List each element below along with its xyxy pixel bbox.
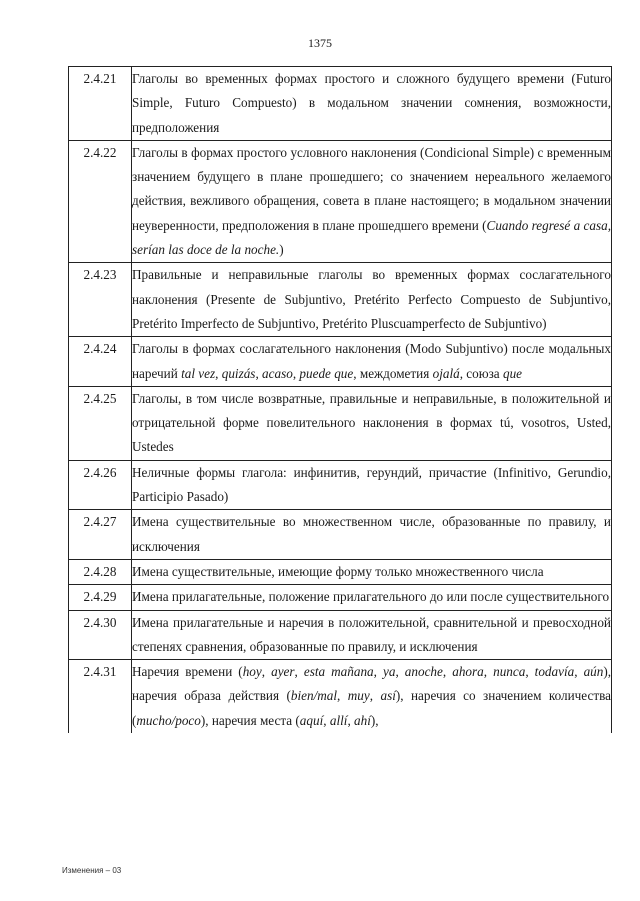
section-number: 2.4.29 bbox=[69, 585, 132, 610]
section-description bbox=[132, 460, 612, 510]
section-description bbox=[132, 140, 612, 262]
example-italic-text: mucho/poco bbox=[136, 712, 201, 728]
table-row bbox=[69, 263, 612, 337]
description-text: , bbox=[294, 664, 304, 680]
example-italic-text: ojalá bbox=[432, 365, 460, 381]
section-description bbox=[132, 337, 612, 387]
description-text: Наречия времени ( bbox=[132, 664, 243, 680]
table-row bbox=[69, 337, 612, 387]
example-italic-text: nunca bbox=[493, 664, 526, 680]
section-description bbox=[132, 660, 612, 733]
table-row bbox=[69, 460, 612, 510]
description-text: Глаголы в формах сослагательного наклонения (Modo Subjuntivo) после модальных наречий bbox=[132, 341, 611, 381]
description-text: , bbox=[525, 664, 535, 680]
section-description bbox=[132, 67, 612, 141]
example-italic-text: todavía bbox=[534, 664, 575, 680]
description-text: ), наречия места ( bbox=[200, 712, 300, 728]
section-number: 2.4.23 bbox=[69, 263, 132, 337]
description-text: Имена существительные во множественном числе, образованные по правилу, и исключения bbox=[132, 514, 611, 554]
description-text: , bbox=[215, 365, 222, 381]
table-row bbox=[69, 140, 612, 262]
description-text: Глаголы в формах простого условного наклонения (Condicional Simple) с временным значением будущего в плане прошедшего; со значением нереального желаемого действия, вежливого обращения, совета в плане настоящего; в модальном значении неуверенности, предположения в плане прошедшего времени ( bbox=[132, 144, 611, 233]
section-number: 2.4.26 bbox=[69, 460, 132, 510]
example-italic-text: ahora bbox=[452, 664, 484, 680]
example-italic-text: allí bbox=[329, 712, 348, 728]
description-text: Глаголы, в том числе возвратные, правильные и неправильные, в положительной и отрицательной форме повелительного наклонения в формах tú, vosotros, Usted, Ustedes bbox=[132, 390, 611, 455]
description-text: ), bbox=[370, 712, 379, 728]
table-row bbox=[69, 585, 612, 610]
section-number: 2.4.28 bbox=[69, 559, 132, 584]
description-text: Правильные и неправильные глаголы во временных формах сослагательного наклонения (Presente de Subjuntivo, Pretérito Perfecto Compuesto de Subjuntivo, Pretérito Imperfecto de Subjuntivo, Pretérito Pluscuamperfecto de Subjuntivo) bbox=[132, 267, 611, 331]
section-description bbox=[132, 559, 612, 584]
example-italic-text: quizás bbox=[221, 365, 256, 381]
table-row bbox=[69, 386, 612, 460]
description-text: ), наречия со значением количества ( bbox=[132, 688, 612, 728]
curriculum-table bbox=[68, 66, 612, 733]
description-text: , союза bbox=[459, 365, 503, 381]
example-italic-text: que bbox=[502, 365, 523, 381]
example-italic-text: tal vez bbox=[181, 365, 216, 381]
description-text: Имена прилагательные, положение прилагательного до или после существительного bbox=[132, 589, 610, 605]
section-number: 2.4.30 bbox=[69, 610, 132, 660]
example-italic-text: ahí bbox=[354, 712, 371, 728]
description-text: Неличные формы глагола: инфинитив, герундий, причастие (Infinitivo, Gerundio, Participio Pasado) bbox=[132, 464, 611, 505]
description-text: , bbox=[347, 712, 355, 728]
description-text: ) bbox=[279, 242, 284, 258]
example-italic-text: puede que bbox=[299, 365, 354, 381]
description-text: , bbox=[395, 664, 405, 680]
example-italic-text: ayer bbox=[271, 664, 295, 680]
example-italic-text: aquí bbox=[299, 712, 324, 728]
footer-revision-note: Изменения – 03 bbox=[62, 866, 122, 875]
section-description bbox=[132, 510, 612, 560]
description-text: , bbox=[261, 664, 272, 680]
description-text: , bbox=[369, 688, 381, 704]
description-text: , bbox=[337, 688, 348, 704]
example-italic-text: muy bbox=[347, 688, 370, 704]
description-text: Имена прилагательные и наречия в положительной, сравнительной и превосходной степенях сравнения, образованные по правилу, и исключения bbox=[132, 614, 611, 654]
description-text: , bbox=[255, 365, 263, 381]
example-italic-text: Cuando regresé a casa, serían las doce de la noche. bbox=[132, 217, 611, 258]
example-italic-text: anoche bbox=[404, 664, 443, 680]
section-number: 2.4.27 bbox=[69, 510, 132, 560]
example-italic-text: bien/mal bbox=[290, 688, 338, 704]
section-number: 2.4.22 bbox=[69, 140, 132, 262]
section-number: 2.4.31 bbox=[69, 660, 132, 733]
page-number: 1375 bbox=[308, 36, 332, 50]
table-row bbox=[69, 610, 612, 660]
section-number: 2.4.21 bbox=[69, 67, 132, 141]
section-number: 2.4.25 bbox=[69, 386, 132, 460]
table-row bbox=[69, 559, 612, 584]
example-italic-text: así bbox=[380, 688, 396, 704]
description-text: Имена существительные, имеющие форму только множественного числа bbox=[132, 563, 544, 579]
example-italic-text: aún bbox=[583, 664, 604, 680]
description-text: , междометия bbox=[353, 365, 433, 381]
table-body bbox=[69, 67, 612, 734]
description-text: , bbox=[574, 664, 584, 680]
section-number: 2.4.24 bbox=[69, 337, 132, 387]
table-row bbox=[69, 67, 612, 141]
example-italic-text: esta mañana bbox=[303, 664, 374, 680]
example-italic-text: acaso bbox=[262, 365, 293, 381]
description-text: , bbox=[373, 664, 383, 680]
example-italic-text: hoy bbox=[242, 664, 262, 680]
description-text: , bbox=[323, 712, 330, 728]
description-text: , bbox=[292, 365, 300, 381]
description-text: , bbox=[442, 664, 453, 680]
description-text: ), наречия образа действия ( bbox=[132, 664, 612, 704]
example-italic-text: ya bbox=[383, 664, 396, 680]
table-row bbox=[69, 660, 612, 733]
description-text: , bbox=[483, 664, 494, 680]
section-description bbox=[132, 610, 612, 660]
section-description bbox=[132, 263, 612, 337]
table-row bbox=[69, 510, 612, 560]
section-description bbox=[132, 386, 612, 460]
section-description bbox=[132, 585, 612, 610]
description-text: Глаголы во временных формах простого и сложного будущего времени (Futuro Simple, Futuro Compuesto) в модальном значении сомнения, возможности, предположения bbox=[132, 71, 611, 135]
